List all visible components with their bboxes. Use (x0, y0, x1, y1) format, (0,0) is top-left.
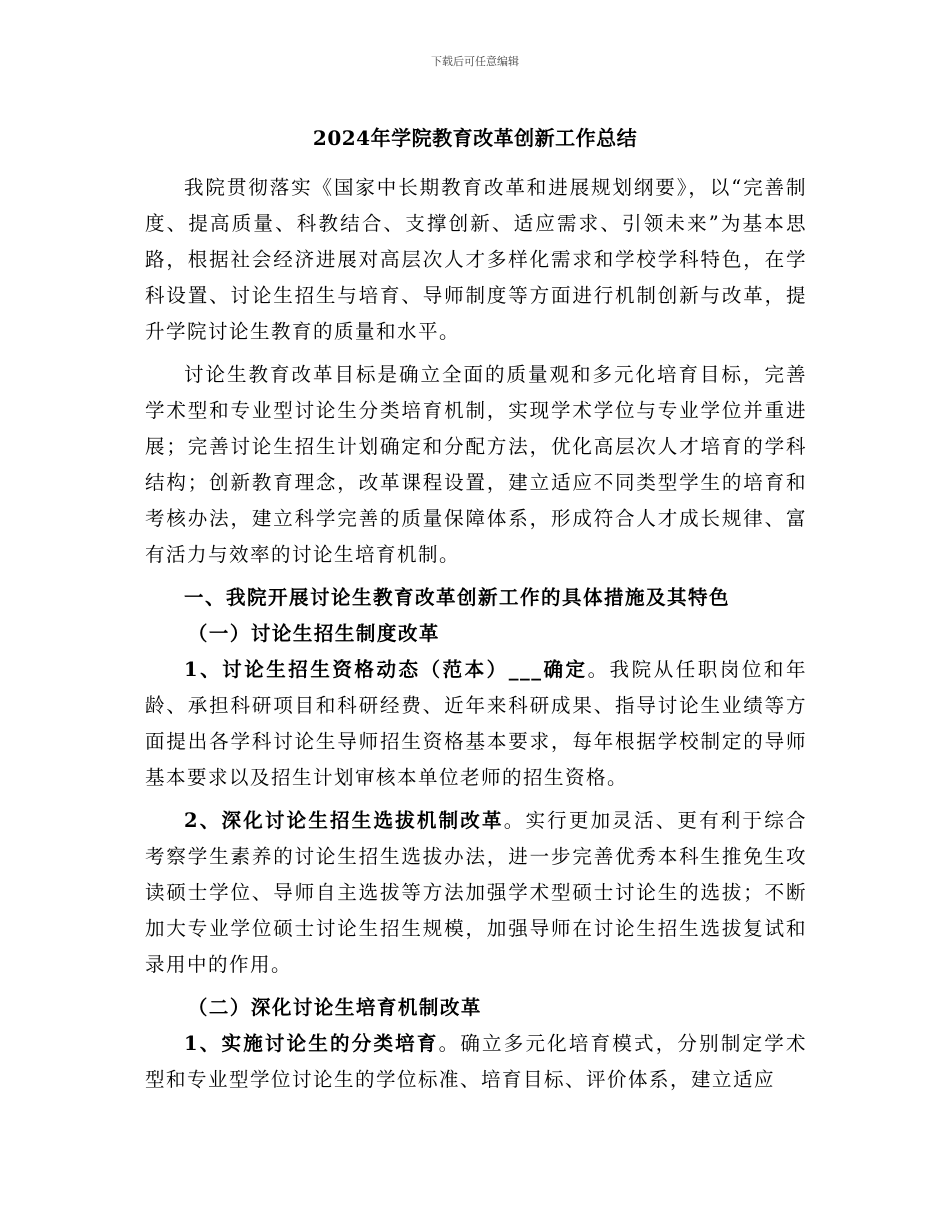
intro-paragraph-2: 讨论生教育改革目标是确立全面的质量观和多元化培育目标，完善学术型和专业型讨论生分类培育机制，实现学术学位与专业学位并重进展；完善讨论生招生计划确定和分配方法，优化高层次人才培育的学科结构；创新教育理念，改革课程设置，建立适应不同类型学生的培育和考核办法，建立科学完善的质量保障体系，形成符合人才成长规律、富有活力与效率的讨论生培育机制。 (145, 363, 807, 566)
subsection-2-heading: （二）深化讨论生培育机制改革 (187, 996, 482, 1019)
section-1-heading: 一、我院开展讨论生教育改革创新工作的具体措施及其特色 (184, 586, 731, 609)
page-header-note: 下载后可任意编辑 (431, 55, 519, 68)
subsection-1-item-2 (145, 803, 807, 983)
item-body: 。我院从任职岗位和年龄、承担科研项目和科研经费、近年来科研成果、指导讨论生业绩等方面提出各学科讨论生导师招生资格基本要求，每年根据学校制定的导师基本要求以及招生计划审核本单位老师的招生资格。 (145, 658, 807, 789)
item-lead: 1、实施讨论生的分类培育 (184, 1032, 439, 1055)
subsection-1-item-1 (145, 652, 807, 796)
fill-blank: ___ (508, 658, 543, 681)
item-body: 。实行更加灵活、更有利于综合考察学生素养的讨论生招生选拔办法，进一步完善优秀本科生推免生攻读硕士学位、导师自主选拔等方法加强学术型硕士讨论生的选拔；不断加大专业学位硕士讨论生招生规模，加强导师在讨论生招生选拔复试和录用中的作用。 (145, 809, 807, 976)
intro-paragraph-1: 我院贯彻落实《国家中长期教育改革和进展规划纲要》，以“完善制度、提高质量、科教结合、支撑创新、适应需求、引领未来”为基本思路，根据社会经济进展对高层次人才多样化需求和学校学科特色，在学科设置、讨论生招生与培育、导师制度等方面进行机制创新与改革，提升学院讨论生教育的质量和水平。 (145, 176, 807, 343)
item-lead: 1、讨论生招生资格动态（范本） (184, 658, 509, 681)
subsection-2-item-1 (145, 1026, 807, 1098)
item-body: 。确立多元化培育模式，分别制定学术型和专业型学位讨论生的学位标准、培育目标、评价体系，建立适应 (145, 1032, 807, 1091)
item-lead: 确定 (542, 658, 588, 681)
document-title: 2024年学院教育改革创新工作总结 (312, 126, 638, 150)
item-lead: 2、深化讨论生招生选拔机制改革 (184, 809, 504, 832)
subsection-1-heading: （一）讨论生招生制度改革 (187, 622, 440, 645)
document-body (145, 170, 807, 1098)
